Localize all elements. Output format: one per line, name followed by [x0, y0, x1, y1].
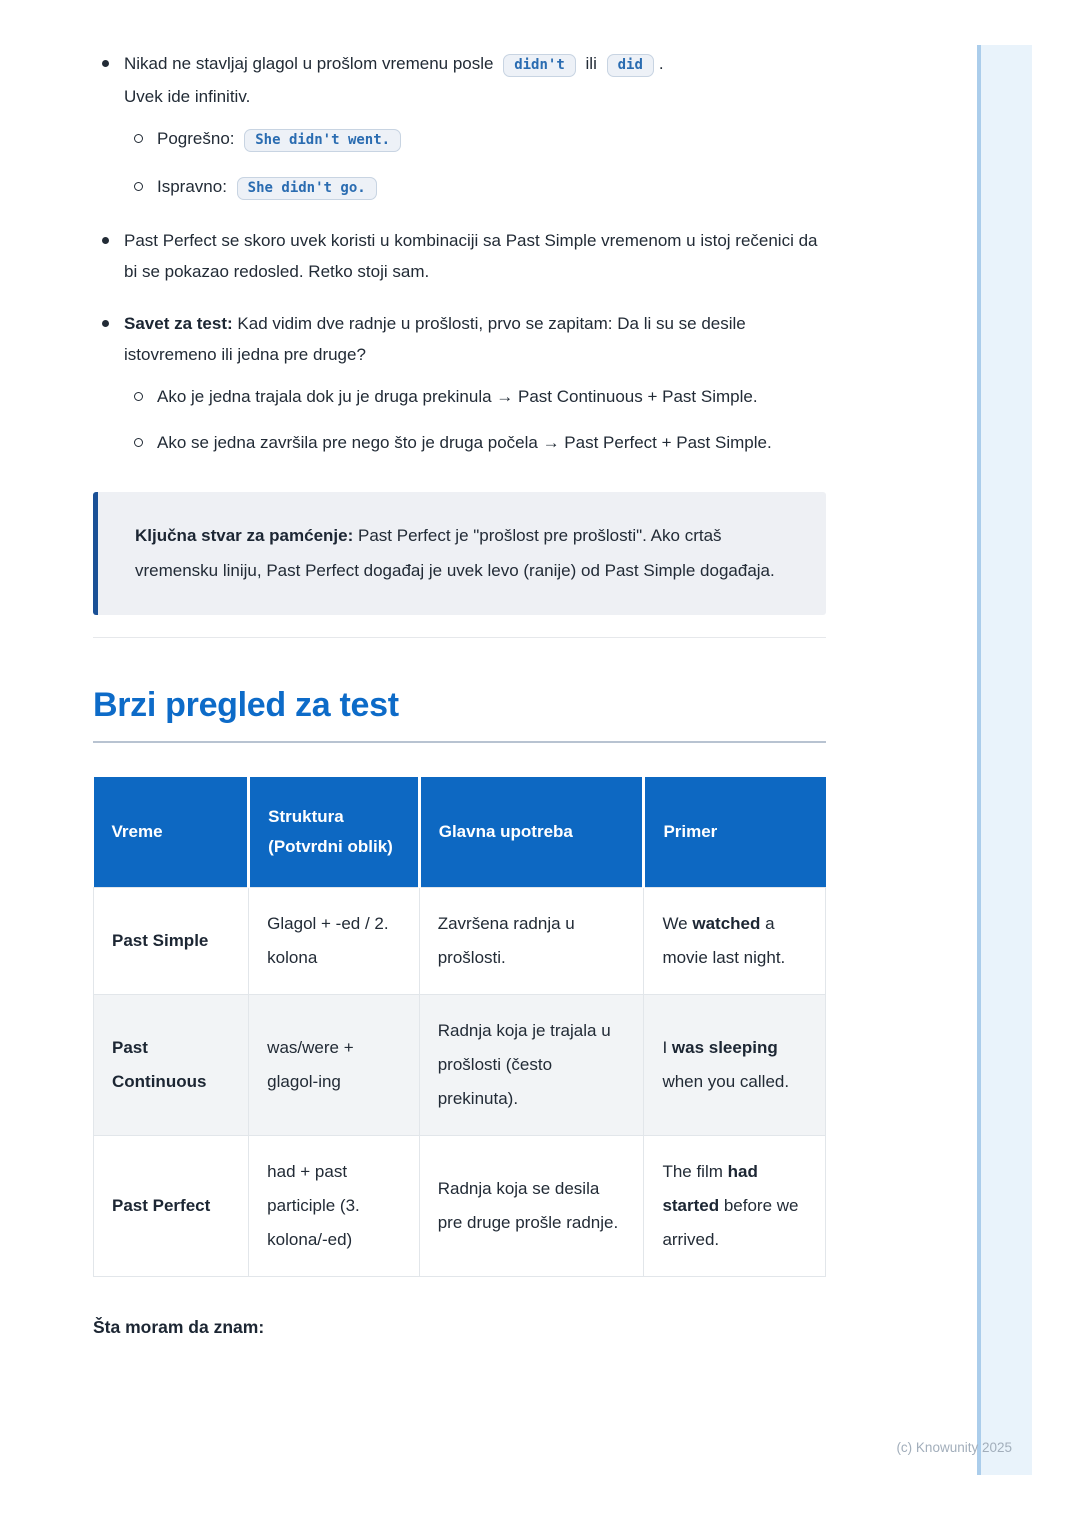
bullet-text: Kad vidim dve radnje u prošlosti, prvo se zapitam: Da li su se desile istovremeno ili jedna pre druge?: [124, 314, 746, 364]
table-cell-tense: Past Perfect: [94, 1136, 249, 1277]
table-header-row: [94, 777, 826, 888]
table-cell-example: [644, 995, 826, 1136]
table-cell-structure: Glagol + -ed / 2. kolona: [249, 888, 420, 995]
example-text: I: [662, 1038, 672, 1057]
example-text: The film: [662, 1162, 728, 1181]
table-cell-tense: Past Continuous: [94, 995, 249, 1136]
sub-bullet-correct-example: [124, 171, 826, 204]
bullet-text: Uvek ide infinitiv.: [124, 87, 251, 106]
table-row-past-simple: [94, 888, 826, 995]
inline-code: She didn't went.: [244, 129, 401, 152]
bullet-icon: [102, 320, 109, 327]
bullet-bold-lead: Savet za test:: [124, 314, 233, 333]
watermark: (c) Knowunity 2025: [896, 1440, 1012, 1455]
bullet-item-test-tip: [93, 308, 826, 458]
hollow-bullet-icon: [134, 134, 143, 143]
sub-bullet-label: Pogrešno:: [157, 129, 235, 148]
example-bold: watched: [692, 914, 761, 933]
inline-code: didn't: [503, 54, 576, 77]
bullet-icon: [102, 60, 109, 67]
table-header-structure: Struktura (Potvrdni oblik): [249, 777, 420, 888]
sub-bullet-label: Ispravno:: [157, 177, 227, 196]
bullet-text: .: [658, 54, 664, 73]
sub-bullet-text: Ako je jedna trajala dok ju je druga prekinula → Past Continuous + Past Simple.: [157, 387, 758, 406]
callout-text: Past Perfect je "prošlost pre prošlosti". Ako crtaš vremensku liniju, Past Perfect događaj je uvek levo (ranije) od Past Simple događaja.: [135, 526, 775, 580]
table-cell-usage: Radnja koja se desila pre druge prošle radnje.: [419, 1136, 644, 1277]
bullet-icon: [102, 237, 109, 244]
document-page: [93, 48, 826, 1338]
bullet-text: Nikad ne stavljaj glagol u prošlom vremenu posle: [124, 54, 494, 73]
example-text: when you called.: [662, 1072, 790, 1091]
section-divider: [93, 637, 826, 638]
table-cell-tense: Past Simple: [94, 888, 249, 995]
bullet-text: Past Perfect se skoro uvek koristi u kombinaciji sa Past Simple vremenom u istoj rečenici da bi se pokazao redosled. Retko stoji sam.: [124, 231, 818, 281]
bullet-item-infinitive-rule: [93, 48, 826, 204]
summary-table: [93, 777, 826, 1277]
table-header-example: Primer: [644, 777, 826, 888]
section-heading: Brzi pregled za test: [93, 686, 399, 724]
table-row-past-continuous: [94, 995, 826, 1136]
page-edge-strip: [977, 45, 1032, 1475]
inline-code: She didn't go.: [237, 177, 377, 200]
sub-bullet-list: [124, 123, 826, 204]
inline-code: did: [607, 54, 654, 77]
example-bold: had started: [662, 1162, 758, 1215]
table-cell-structure: had + past participle (3. kolona/-ed): [249, 1136, 420, 1277]
sub-bullet-list: [124, 381, 826, 458]
example-bold: was sleeping: [671, 1038, 778, 1057]
sub-bullet-text: Ako se jedna završila pre nego što je druga počela → Past Perfect + Past Simple.: [157, 433, 772, 452]
key-takeaway-callout: [93, 492, 826, 615]
example-text: We: [662, 914, 693, 933]
table-cell-usage: Završena radnja u prošlosti.: [419, 888, 644, 995]
callout-bold-lead: Ključna stvar za pamćenje:: [135, 526, 354, 545]
bullet-item-past-perfect-combo: [93, 225, 826, 287]
table-header-tense: Vreme: [94, 777, 249, 888]
hollow-bullet-icon: [134, 438, 143, 447]
bullet-text: ili: [585, 54, 597, 73]
next-section-heading: Šta moram da znam:: [93, 1317, 265, 1337]
table-cell-example: [644, 888, 826, 995]
sub-bullet-continuous-case: [124, 381, 826, 412]
table-cell-example: [644, 1136, 826, 1277]
table-header-usage: Glavna upotreba: [419, 777, 644, 888]
example-text: before we arrived.: [662, 1196, 799, 1249]
heading-underline: [93, 741, 826, 743]
hollow-bullet-icon: [134, 182, 143, 191]
sub-bullet-wrong-example: [124, 123, 826, 156]
example-text: a movie last night.: [662, 914, 786, 967]
table-cell-usage: Radnja koja je trajala u prošlosti (često prekinuta).: [419, 995, 644, 1136]
table-row-past-perfect: [94, 1136, 826, 1277]
notes-bullet-list: [93, 48, 826, 458]
sub-bullet-perfect-case: [124, 427, 826, 458]
hollow-bullet-icon: [134, 392, 143, 401]
table-cell-structure: was/were + glagol-ing: [249, 995, 420, 1136]
